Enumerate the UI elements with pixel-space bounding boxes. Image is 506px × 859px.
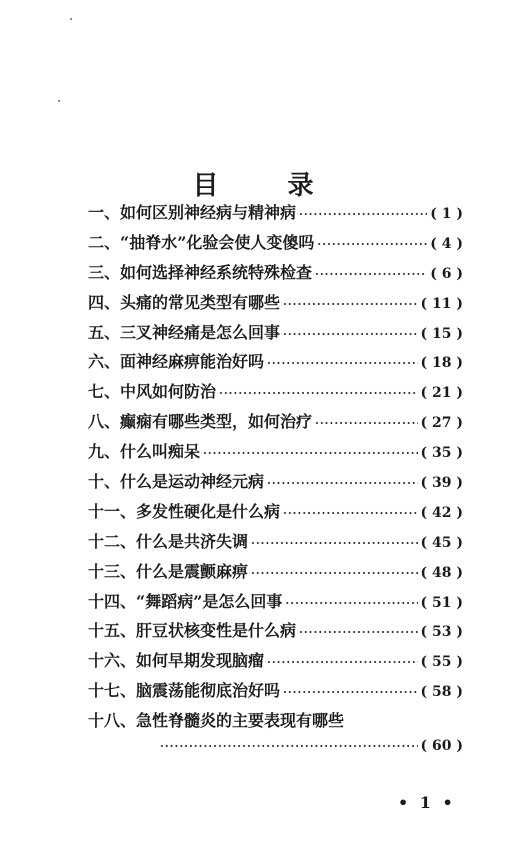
toc-entry[interactable] [88, 499, 463, 529]
page-title: 目 录 [192, 171, 344, 202]
toc-entry[interactable] [88, 529, 463, 559]
toc-dot-leader [283, 298, 418, 311]
toc-page-number: ( 48 ) [420, 564, 463, 581]
toc-entry-title: 十二、什么是共济失调 [88, 531, 249, 551]
toc-entry-title: 六、面神经麻痹能治好吗 [88, 352, 265, 372]
toc-dot-leader [251, 567, 418, 580]
toc-entry[interactable] [88, 708, 463, 738]
scan-speck [70, 18, 72, 20]
toc-page-number: ( 6 ) [430, 265, 463, 282]
toc-page-number: ( 55 ) [420, 654, 463, 671]
toc-page-number: ( 45 ) [420, 534, 463, 551]
toc-entry-title: 七、中风如何防治 [88, 382, 217, 402]
toc-dot-leader [283, 507, 418, 520]
toc-page-number: ( 35 ) [420, 445, 463, 462]
toc-dot-leader [267, 656, 418, 669]
toc-entry[interactable] [88, 648, 463, 678]
toc-dot-leader [203, 447, 418, 460]
toc-dot-leader [317, 238, 427, 251]
toc-dot-leader [251, 537, 418, 550]
toc-page-number: ( 27 ) [420, 415, 463, 432]
toc-dot-leader [315, 417, 418, 430]
toc-dot-leader [299, 208, 427, 221]
toc-dot-leader [267, 477, 418, 490]
toc-entry-title: 十三、什么是震颤麻痹 [88, 561, 249, 581]
toc-entry[interactable] [88, 409, 463, 439]
toc-entry[interactable] [88, 559, 463, 589]
toc-entry-title: 十五、肝豆状核变性是什么病 [88, 621, 297, 641]
toc-entry[interactable] [88, 260, 463, 290]
toc-dot-leader [283, 686, 418, 699]
toc-entry-title: 九、什么叫痴呆 [88, 442, 201, 462]
toc-entry-title: 十四、“舞蹈病”是怎么回事 [88, 591, 283, 611]
toc-entry[interactable] [88, 230, 463, 260]
toc-entry[interactable] [88, 320, 463, 350]
toc-dot-leader [219, 387, 418, 400]
toc-page-number: ( 51 ) [420, 594, 463, 611]
toc-entry[interactable] [88, 290, 463, 320]
toc-page-number: ( 53 ) [420, 624, 463, 641]
toc-entry-title: 一、如何区别神经病与精神病 [88, 203, 297, 222]
table-of-contents [88, 200, 463, 768]
toc-dot-leader [283, 328, 418, 341]
toc-entry-title: 十八、急性脊髓炎的主要表现有哪些 [88, 711, 345, 731]
toc-page-number: ( 21 ) [420, 385, 463, 402]
toc-dot-leader [315, 268, 427, 281]
toc-dot-leader [160, 740, 418, 753]
toc-page-number: ( 18 ) [420, 355, 463, 372]
page-number: • 1 • [398, 793, 456, 812]
toc-page-number: ( 39 ) [420, 475, 463, 492]
toc-page-number: ( 11 ) [420, 295, 463, 312]
toc-entry-title: 二、“抽脊水”化验会使人变傻吗 [88, 232, 315, 252]
toc-entry[interactable] [88, 439, 463, 469]
toc-entry-title: 十七、脑震荡能彻底治好吗 [88, 681, 281, 701]
toc-entry[interactable] [88, 678, 463, 708]
toc-page-number: ( 42 ) [420, 504, 463, 521]
toc-entry-continuation[interactable] [88, 738, 463, 768]
toc-entry-title: 四、头痛的常见类型有哪些 [88, 292, 281, 312]
toc-entry-title: 十、什么是运动神经元病 [88, 472, 265, 492]
toc-page-number: ( 15 ) [420, 325, 463, 342]
toc-entry-title: 十一、多发性硬化是什么病 [88, 501, 281, 521]
toc-dot-leader [299, 626, 418, 639]
toc-entry[interactable] [88, 200, 463, 230]
toc-entry-title: 八、癫痫有哪些类型，如何治疗 [88, 412, 313, 432]
toc-entry[interactable] [88, 379, 463, 409]
toc-dot-leader [285, 597, 417, 610]
toc-page-number: ( 58 ) [420, 684, 463, 701]
toc-entry[interactable] [88, 589, 463, 619]
toc-entry-title: 三、如何选择神经系统特殊检查 [88, 262, 313, 282]
toc-entry-title: 十六、如何早期发现脑瘤 [88, 651, 265, 671]
toc-page-number: ( 60 ) [420, 738, 463, 755]
toc-page-number: ( 1 ) [430, 206, 463, 222]
scan-speck [58, 100, 60, 102]
toc-entry[interactable] [88, 469, 463, 499]
toc-entry-title: 五、三叉神经痛是怎么回事 [88, 322, 281, 342]
toc-page-number: ( 4 ) [430, 235, 463, 252]
toc-entry[interactable] [88, 618, 463, 648]
toc-entry[interactable] [88, 349, 463, 379]
toc-dot-leader [267, 357, 418, 370]
